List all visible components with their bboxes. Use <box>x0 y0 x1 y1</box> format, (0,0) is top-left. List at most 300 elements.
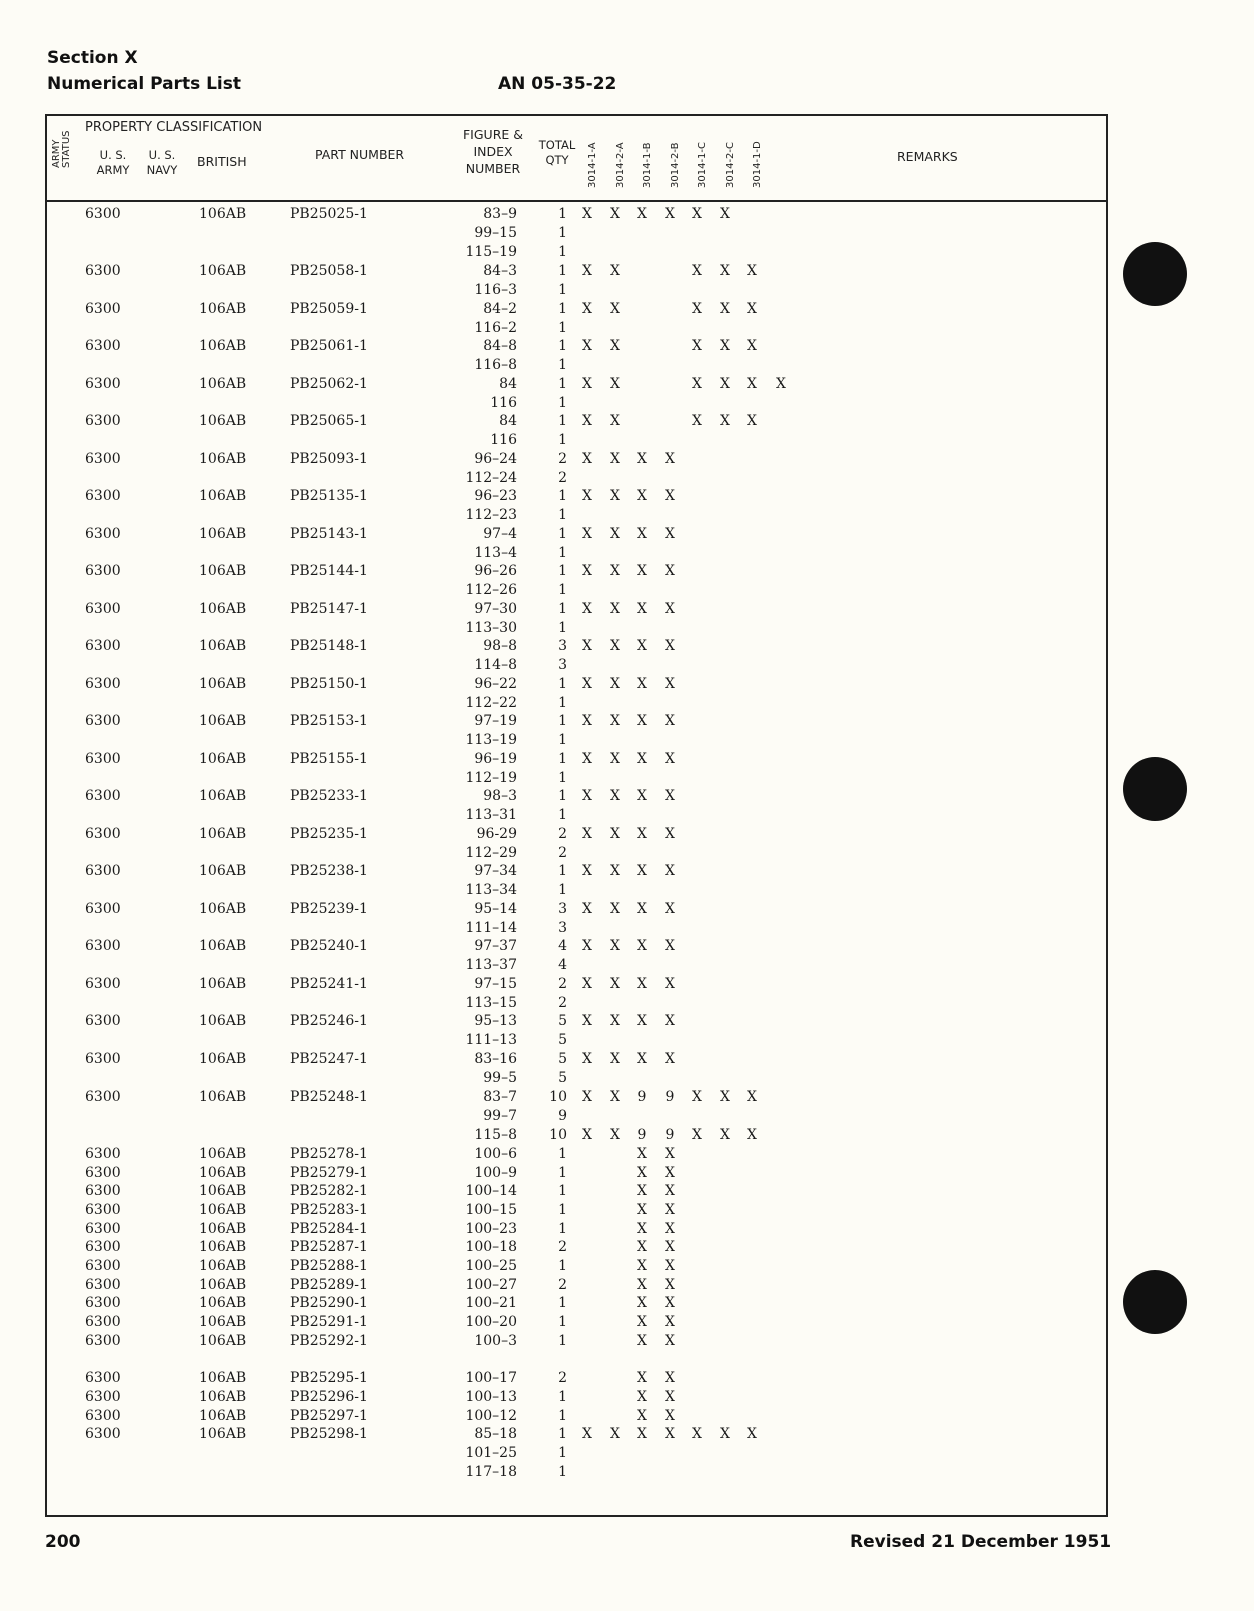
model-usage-mark: X <box>665 676 675 692</box>
model-usage-mark: X <box>665 1295 675 1311</box>
figure-index: 112–22 <box>465 695 517 711</box>
us-army-class: 6300 <box>85 206 121 222</box>
us-army-class: 6300 <box>85 976 121 992</box>
figure-index: 95–14 <box>474 901 517 917</box>
model-usage-mark: X <box>665 1426 675 1442</box>
figure-index: 112–29 <box>465 845 517 861</box>
figure-index: 113–31 <box>465 807 517 823</box>
model-usage-mark: X <box>720 1089 730 1105</box>
total-qty: 1 <box>558 601 567 617</box>
total-qty: 1 <box>558 263 567 279</box>
revision-date: Revised 21 December 1951 <box>850 1532 1112 1552</box>
british-class: 106AB <box>199 826 247 842</box>
us-army-class: 6300 <box>85 1089 121 1105</box>
us-army-class: 6300 <box>85 1183 121 1199</box>
model-usage-mark: X <box>720 301 730 317</box>
table-row <box>47 994 1106 1013</box>
table-row <box>47 1107 1106 1126</box>
table-row <box>47 600 1106 619</box>
model-usage-mark: X <box>692 413 702 429</box>
total-qty: 1 <box>558 1408 567 1424</box>
figure-index: 96–26 <box>474 563 517 579</box>
model-usage-mark: X <box>610 488 620 504</box>
model-usage-mark: X <box>665 1202 675 1218</box>
model-usage-mark: X <box>582 1013 592 1029</box>
model-usage-mark: X <box>582 601 592 617</box>
figure-index: 113–4 <box>474 545 517 561</box>
table-row <box>47 544 1106 563</box>
figure-index: 85–18 <box>474 1426 517 1442</box>
part-number: PB25148-1 <box>290 638 368 654</box>
total-qty: 1 <box>558 1221 567 1237</box>
model-usage-mark: X <box>692 1426 702 1442</box>
table-row <box>47 1201 1106 1220</box>
model-usage-mark: X <box>665 1333 675 1349</box>
table-row <box>47 262 1106 281</box>
binder-hole-top <box>1123 242 1187 306</box>
table-row <box>47 956 1106 975</box>
col-model-3014-2-c: 3014-2-C <box>725 141 736 188</box>
col-army-status <box>52 128 72 168</box>
total-qty: 1 <box>558 563 567 579</box>
total-qty: 1 <box>558 788 567 804</box>
us-army-class: 6300 <box>85 901 121 917</box>
table-row <box>47 1407 1106 1426</box>
figure-index: 84–3 <box>483 263 517 279</box>
total-qty: 10 <box>549 1127 567 1143</box>
table-row <box>47 224 1106 243</box>
us-army-class: 6300 <box>85 638 121 654</box>
model-usage-mark: X <box>637 526 647 542</box>
model-usage-mark: X <box>747 413 757 429</box>
british-class: 106AB <box>199 1051 247 1067</box>
model-usage-mark: X <box>665 1183 675 1199</box>
part-number: PB25241-1 <box>290 976 368 992</box>
british-class: 106AB <box>199 976 247 992</box>
model-usage-mark: X <box>692 263 702 279</box>
model-usage-mark: 9 <box>637 1089 647 1105</box>
table-row <box>47 1145 1106 1164</box>
figure-index: 100–18 <box>465 1239 517 1255</box>
table-row <box>47 300 1106 319</box>
figure-index: 100–13 <box>465 1389 517 1405</box>
model-usage-mark: X <box>610 1127 620 1143</box>
model-usage-mark: X <box>610 413 620 429</box>
part-number: PB25279-1 <box>290 1165 368 1181</box>
part-number: PB25296-1 <box>290 1389 368 1405</box>
total-qty: 1 <box>558 1464 567 1480</box>
total-qty: 4 <box>558 938 567 954</box>
model-usage-mark: X <box>637 1408 647 1424</box>
col-model-3014-2-a: 3014-2-A <box>615 142 626 188</box>
table-row <box>47 862 1106 881</box>
table-row <box>47 412 1106 431</box>
british-class: 106AB <box>199 1333 247 1349</box>
part-number: PB25093-1 <box>290 451 368 467</box>
figure-index: 83–7 <box>483 1089 517 1105</box>
total-qty: 5 <box>558 1032 567 1048</box>
model-usage-mark: X <box>747 376 757 392</box>
table-header <box>47 116 1106 202</box>
figure-index: 113–19 <box>465 732 517 748</box>
col-us-army: U. S. ARMY <box>96 148 130 177</box>
table-row <box>47 243 1106 262</box>
table-row <box>47 1257 1106 1276</box>
model-usage-mark: X <box>665 788 675 804</box>
model-usage-mark: X <box>776 376 786 392</box>
model-usage-mark: X <box>637 976 647 992</box>
table-row <box>47 1444 1106 1463</box>
us-army-class: 6300 <box>85 863 121 879</box>
table-row <box>47 1031 1106 1050</box>
model-usage-mark: X <box>637 826 647 842</box>
model-usage-mark: X <box>637 863 647 879</box>
figure-index: 100–6 <box>474 1146 517 1162</box>
model-usage-mark: X <box>637 1295 647 1311</box>
total-qty: 2 <box>558 845 567 861</box>
total-qty: 1 <box>558 244 567 260</box>
model-usage-mark: X <box>582 1127 592 1143</box>
col-part-number: PART NUMBER <box>315 147 405 162</box>
model-usage-mark: X <box>665 1408 675 1424</box>
total-qty: 2 <box>558 1239 567 1255</box>
document-number: AN 05-35-22 <box>498 74 617 94</box>
model-usage-mark: X <box>692 376 702 392</box>
total-qty: 1 <box>558 526 567 542</box>
british-class: 106AB <box>199 338 247 354</box>
total-qty: 1 <box>558 807 567 823</box>
table-row <box>47 637 1106 656</box>
table-row <box>47 619 1106 638</box>
figure-index: 113–34 <box>465 882 517 898</box>
total-qty: 1 <box>558 507 567 523</box>
figure-index: 116–2 <box>474 320 517 336</box>
part-number: PB25295-1 <box>290 1370 368 1386</box>
model-usage-mark: X <box>665 1370 675 1386</box>
page-number: 200 <box>45 1532 81 1552</box>
table-row <box>47 787 1106 806</box>
figure-index: 96–19 <box>474 751 517 767</box>
model-usage-mark: X <box>610 376 620 392</box>
us-army-class: 6300 <box>85 488 121 504</box>
total-qty: 1 <box>558 695 567 711</box>
figure-index: 116–8 <box>474 357 517 373</box>
model-usage-mark: X <box>692 1127 702 1143</box>
us-army-class: 6300 <box>85 1221 121 1237</box>
british-class: 106AB <box>199 901 247 917</box>
table-row <box>47 1313 1106 1332</box>
figure-index: 98–8 <box>483 638 517 654</box>
total-qty: 2 <box>558 451 567 467</box>
part-number: PB25288-1 <box>290 1258 368 1274</box>
total-qty: 1 <box>558 1333 567 1349</box>
total-qty: 3 <box>558 638 567 654</box>
part-number: PB25282-1 <box>290 1183 368 1199</box>
model-usage-mark: X <box>610 1051 620 1067</box>
model-usage-mark: X <box>665 563 675 579</box>
table-row <box>47 937 1106 956</box>
british-class: 106AB <box>199 563 247 579</box>
table-row <box>47 581 1106 600</box>
total-qty: 1 <box>558 732 567 748</box>
binder-hole-middle <box>1123 757 1187 821</box>
figure-index: 96–23 <box>474 488 517 504</box>
table-row <box>47 694 1106 713</box>
model-usage-mark: X <box>665 901 675 917</box>
table-row <box>47 1164 1106 1183</box>
figure-index: 100–25 <box>465 1258 517 1274</box>
table-row <box>47 919 1106 938</box>
col-property-classification: PROPERTY CLASSIFICATION <box>85 120 263 135</box>
total-qty: 1 <box>558 863 567 879</box>
figure-index: 97–30 <box>474 601 517 617</box>
british-class: 106AB <box>199 301 247 317</box>
british-class: 106AB <box>199 451 247 467</box>
figure-index: 100–23 <box>465 1221 517 1237</box>
total-qty: 5 <box>558 1070 567 1086</box>
model-usage-mark: X <box>582 376 592 392</box>
model-usage-mark: X <box>582 338 592 354</box>
part-number: PB25058-1 <box>290 263 368 279</box>
us-army-class: 6300 <box>85 563 121 579</box>
british-class: 106AB <box>199 263 247 279</box>
total-qty: 2 <box>558 826 567 842</box>
british-class: 106AB <box>199 1389 247 1405</box>
model-usage-mark: X <box>610 713 620 729</box>
model-usage-mark: X <box>610 788 620 804</box>
british-class: 106AB <box>199 1277 247 1293</box>
col-model-3014-1-d: 3014-1-D <box>752 141 763 188</box>
table-row <box>47 1220 1106 1239</box>
part-number: PB25291-1 <box>290 1314 368 1330</box>
model-usage-mark: X <box>692 206 702 222</box>
model-usage-mark: X <box>582 713 592 729</box>
model-usage-mark: X <box>692 301 702 317</box>
model-usage-mark: X <box>610 451 620 467</box>
table-row <box>47 1088 1106 1107</box>
british-class: 106AB <box>199 751 247 767</box>
part-number: PB25235-1 <box>290 826 368 842</box>
british-class: 106AB <box>199 1165 247 1181</box>
british-class: 106AB <box>199 938 247 954</box>
figure-index: 99–15 <box>474 225 517 241</box>
figure-index: 98–3 <box>483 788 517 804</box>
model-usage-mark: X <box>665 976 675 992</box>
british-class: 106AB <box>199 1183 247 1199</box>
us-army-class: 6300 <box>85 751 121 767</box>
figure-index: 115–19 <box>465 244 517 260</box>
col-total-qty: TOTAL QTY <box>538 138 576 167</box>
part-number: PB25247-1 <box>290 1051 368 1067</box>
table-row <box>47 1069 1106 1088</box>
model-usage-mark: X <box>582 206 592 222</box>
model-usage-mark: X <box>665 601 675 617</box>
us-army-class: 6300 <box>85 1333 121 1349</box>
us-army-class: 6300 <box>85 1408 121 1424</box>
british-class: 106AB <box>199 206 247 222</box>
model-usage-mark: X <box>637 788 647 804</box>
british-class: 106AB <box>199 376 247 392</box>
total-qty: 1 <box>558 620 567 636</box>
british-class: 106AB <box>199 1258 247 1274</box>
table-row <box>47 731 1106 750</box>
model-usage-mark: X <box>637 676 647 692</box>
figure-index: 83–9 <box>483 206 517 222</box>
model-usage-mark: X <box>747 301 757 317</box>
total-qty: 1 <box>558 545 567 561</box>
us-army-class: 6300 <box>85 1426 121 1442</box>
model-usage-mark: X <box>747 1426 757 1442</box>
figure-index: 112–19 <box>465 770 517 786</box>
british-class: 106AB <box>199 1089 247 1105</box>
table-row <box>47 900 1106 919</box>
total-qty: 2 <box>558 1370 567 1386</box>
model-usage-mark: X <box>720 1426 730 1442</box>
model-usage-mark: X <box>637 1426 647 1442</box>
figure-index: 84–8 <box>483 338 517 354</box>
model-usage-mark: X <box>582 638 592 654</box>
table-row <box>47 469 1106 488</box>
table-row <box>47 1332 1106 1351</box>
model-usage-mark: X <box>692 338 702 354</box>
figure-index: 83–16 <box>474 1051 517 1067</box>
us-army-class: 6300 <box>85 1146 121 1162</box>
british-class: 106AB <box>199 1370 247 1386</box>
model-usage-mark: X <box>610 826 620 842</box>
us-army-class: 6300 <box>85 1389 121 1405</box>
model-usage-mark: X <box>582 788 592 804</box>
table-row <box>47 825 1106 844</box>
figure-index: 84 <box>499 376 517 392</box>
model-usage-mark: 9 <box>665 1127 675 1143</box>
part-number: PB25062-1 <box>290 376 368 392</box>
part-number: PB25289-1 <box>290 1277 368 1293</box>
us-army-class: 6300 <box>85 1051 121 1067</box>
model-usage-mark: X <box>582 526 592 542</box>
model-usage-mark: X <box>637 1389 647 1405</box>
model-usage-mark: X <box>610 938 620 954</box>
model-usage-mark: X <box>637 938 647 954</box>
model-usage-mark: X <box>582 826 592 842</box>
total-qty: 1 <box>558 882 567 898</box>
figure-index: 97–34 <box>474 863 517 879</box>
us-army-class: 6300 <box>85 1295 121 1311</box>
figure-index: 100–15 <box>465 1202 517 1218</box>
total-qty: 1 <box>558 1183 567 1199</box>
british-class: 106AB <box>199 1314 247 1330</box>
model-usage-mark: X <box>720 263 730 279</box>
total-qty: 1 <box>558 713 567 729</box>
total-qty: 2 <box>558 995 567 1011</box>
us-army-class: 6300 <box>85 938 121 954</box>
col-model-3014-1-a: 3014-1-A <box>587 142 598 188</box>
figure-index: 111–14 <box>465 920 517 936</box>
figure-index: 99–7 <box>483 1108 517 1124</box>
model-usage-mark: X <box>747 263 757 279</box>
total-qty: 1 <box>558 282 567 298</box>
figure-index: 116 <box>490 432 517 448</box>
british-class: 106AB <box>199 601 247 617</box>
model-usage-mark: X <box>665 526 675 542</box>
total-qty: 1 <box>558 1314 567 1330</box>
figure-index: 117–18 <box>465 1464 517 1480</box>
table-row <box>47 431 1106 450</box>
col-model-3014-2-b: 3014-2-B <box>670 142 681 188</box>
table-row <box>47 205 1106 224</box>
us-army-class: 6300 <box>85 1202 121 1218</box>
table-row <box>47 1425 1106 1444</box>
us-army-class: 6300 <box>85 601 121 617</box>
total-qty: 5 <box>558 1051 567 1067</box>
model-usage-mark: X <box>637 713 647 729</box>
part-number: PB25246-1 <box>290 1013 368 1029</box>
model-usage-mark: X <box>637 1013 647 1029</box>
model-usage-mark: X <box>637 638 647 654</box>
total-qty: 1 <box>558 301 567 317</box>
table-row <box>47 1182 1106 1201</box>
figure-index: 115–8 <box>474 1127 517 1143</box>
model-usage-mark: X <box>665 1389 675 1405</box>
figure-index: 114–8 <box>474 657 517 673</box>
table-row <box>47 1012 1106 1031</box>
model-usage-mark: X <box>665 938 675 954</box>
model-usage-mark: X <box>582 263 592 279</box>
model-usage-mark: X <box>582 863 592 879</box>
model-usage-mark: X <box>637 1183 647 1199</box>
us-army-class: 6300 <box>85 376 121 392</box>
model-usage-mark: X <box>665 1165 675 1181</box>
figure-index: 101–25 <box>465 1445 517 1461</box>
parts-table <box>45 114 1108 1517</box>
table-row <box>47 375 1106 394</box>
model-usage-mark: X <box>692 1089 702 1105</box>
us-army-class: 6300 <box>85 526 121 542</box>
col-remarks: REMARKS <box>897 149 958 164</box>
british-class: 106AB <box>199 1202 247 1218</box>
model-usage-mark: X <box>665 451 675 467</box>
model-usage-mark: X <box>637 1258 647 1274</box>
model-usage-mark: X <box>582 488 592 504</box>
col-british: BRITISH <box>197 154 247 169</box>
table-row <box>47 1388 1106 1407</box>
part-number: PB25065-1 <box>290 413 368 429</box>
figure-index: 95–13 <box>474 1013 517 1029</box>
model-usage-mark: X <box>610 206 620 222</box>
model-usage-mark: X <box>665 1277 675 1293</box>
model-usage-mark: X <box>582 563 592 579</box>
model-usage-mark: X <box>637 751 647 767</box>
model-usage-mark: X <box>637 488 647 504</box>
british-class: 106AB <box>199 1221 247 1237</box>
model-usage-mark: X <box>582 1426 592 1442</box>
total-qty: 1 <box>558 206 567 222</box>
figure-index: 116–3 <box>474 282 517 298</box>
model-usage-mark: X <box>637 1277 647 1293</box>
us-army-class: 6300 <box>85 1314 121 1330</box>
us-army-class: 6300 <box>85 1258 121 1274</box>
model-usage-mark: X <box>610 638 620 654</box>
total-qty: 4 <box>558 957 567 973</box>
model-usage-mark: X <box>637 563 647 579</box>
section-label: Section X <box>47 48 138 68</box>
total-qty: 1 <box>558 676 567 692</box>
model-usage-mark: X <box>720 413 730 429</box>
figure-index: 96–24 <box>474 451 517 467</box>
part-number: PB25278-1 <box>290 1146 368 1162</box>
table-row <box>47 844 1106 863</box>
part-number: PB25287-1 <box>290 1239 368 1255</box>
british-class: 106AB <box>199 863 247 879</box>
